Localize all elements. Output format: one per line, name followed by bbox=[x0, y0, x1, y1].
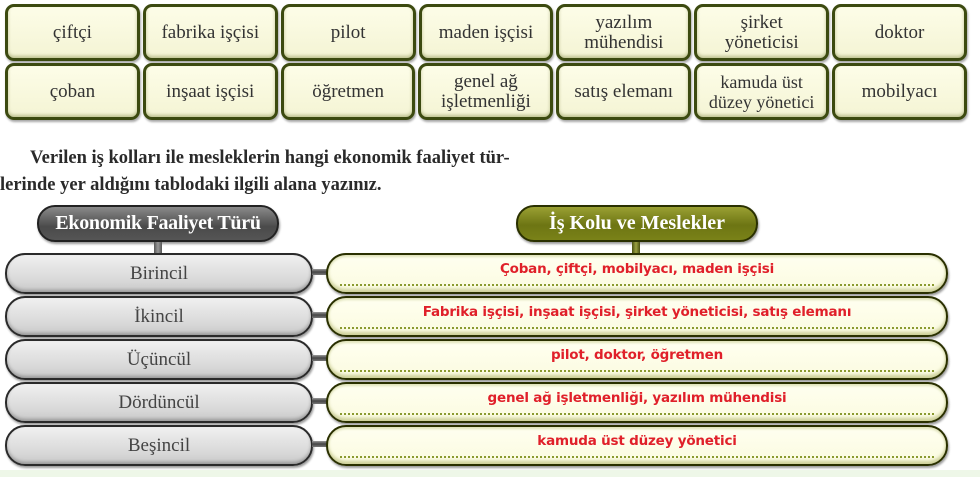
word-text: kamuda üst düzey yönetici bbox=[708, 71, 815, 112]
table-row bbox=[5, 424, 950, 467]
answer-field[interactable] bbox=[326, 296, 948, 337]
category-label: İkincil bbox=[5, 296, 313, 337]
answer-field[interactable] bbox=[326, 339, 948, 380]
answer-field[interactable] bbox=[326, 253, 948, 294]
word-text: genel ağ işletmenliği bbox=[441, 70, 531, 112]
word-box: doktor bbox=[832, 4, 967, 61]
answer-text: genel ağ işletmenliği, yazılım mühendisi bbox=[487, 390, 787, 406]
header-business-lines: İş Kolu ve Meslekler bbox=[516, 205, 758, 242]
dotted-line bbox=[340, 284, 934, 286]
word-box: çoban bbox=[5, 63, 140, 120]
category-label: Üçüncül bbox=[5, 339, 313, 380]
answer-field[interactable] bbox=[326, 382, 948, 423]
answer-text: kamuda üst düzey yönetici bbox=[537, 433, 737, 449]
header-economic-activity-type: Ekonomik Faaliyet Türü bbox=[37, 205, 279, 242]
word-box bbox=[556, 4, 691, 61]
category-label: Dördüncül bbox=[5, 382, 313, 423]
page-bottom-strip bbox=[0, 470, 980, 477]
table-row bbox=[5, 252, 950, 295]
word-box: maden işçisi bbox=[419, 4, 554, 61]
table-row bbox=[5, 295, 950, 338]
word-box: fabrika işçisi bbox=[143, 4, 278, 61]
category-label: Birincil bbox=[5, 253, 313, 294]
word-box: pilot bbox=[281, 4, 416, 61]
dotted-line bbox=[340, 370, 934, 372]
word-bank-row-1 bbox=[5, 4, 970, 62]
answer-field[interactable] bbox=[326, 425, 948, 466]
activity-table bbox=[5, 252, 950, 467]
word-box: çiftçi bbox=[5, 4, 140, 61]
answer-text: Çoban, çiftçi, mobilyacı, maden işçisi bbox=[499, 261, 775, 277]
instruction-line-1: Verilen iş kolları ile mesleklerin hangi ekonomik faaliyet tür- bbox=[30, 148, 510, 168]
word-text: şirket yöneticisi bbox=[724, 11, 799, 53]
answer-text: Fabrika işçisi, inşaat işçisi, şirket yöneticisi, satış elemanı bbox=[422, 304, 852, 320]
word-box bbox=[694, 63, 829, 120]
instruction-line-2: lerinde yer aldığını tablodaki ilgili alana yazınız. bbox=[0, 175, 382, 195]
word-bank-row-2 bbox=[5, 63, 970, 121]
word-box: satış elemanı bbox=[556, 63, 691, 120]
dotted-line bbox=[340, 327, 934, 329]
dotted-line bbox=[340, 413, 934, 415]
word-box bbox=[694, 4, 829, 61]
dotted-line bbox=[340, 456, 934, 458]
table-row bbox=[5, 381, 950, 424]
table-row bbox=[5, 338, 950, 381]
word-text: yazılım mühendisi bbox=[584, 11, 664, 53]
word-bank bbox=[5, 4, 970, 122]
word-box: öğretmen bbox=[281, 63, 416, 120]
category-label: Beşincil bbox=[5, 425, 313, 466]
word-box: mobilyacı bbox=[832, 63, 967, 120]
instruction-text bbox=[0, 145, 660, 199]
word-box: inşaat işçisi bbox=[143, 63, 278, 120]
word-box bbox=[418, 63, 553, 120]
answer-text: pilot, doktor, öğretmen bbox=[550, 347, 724, 363]
